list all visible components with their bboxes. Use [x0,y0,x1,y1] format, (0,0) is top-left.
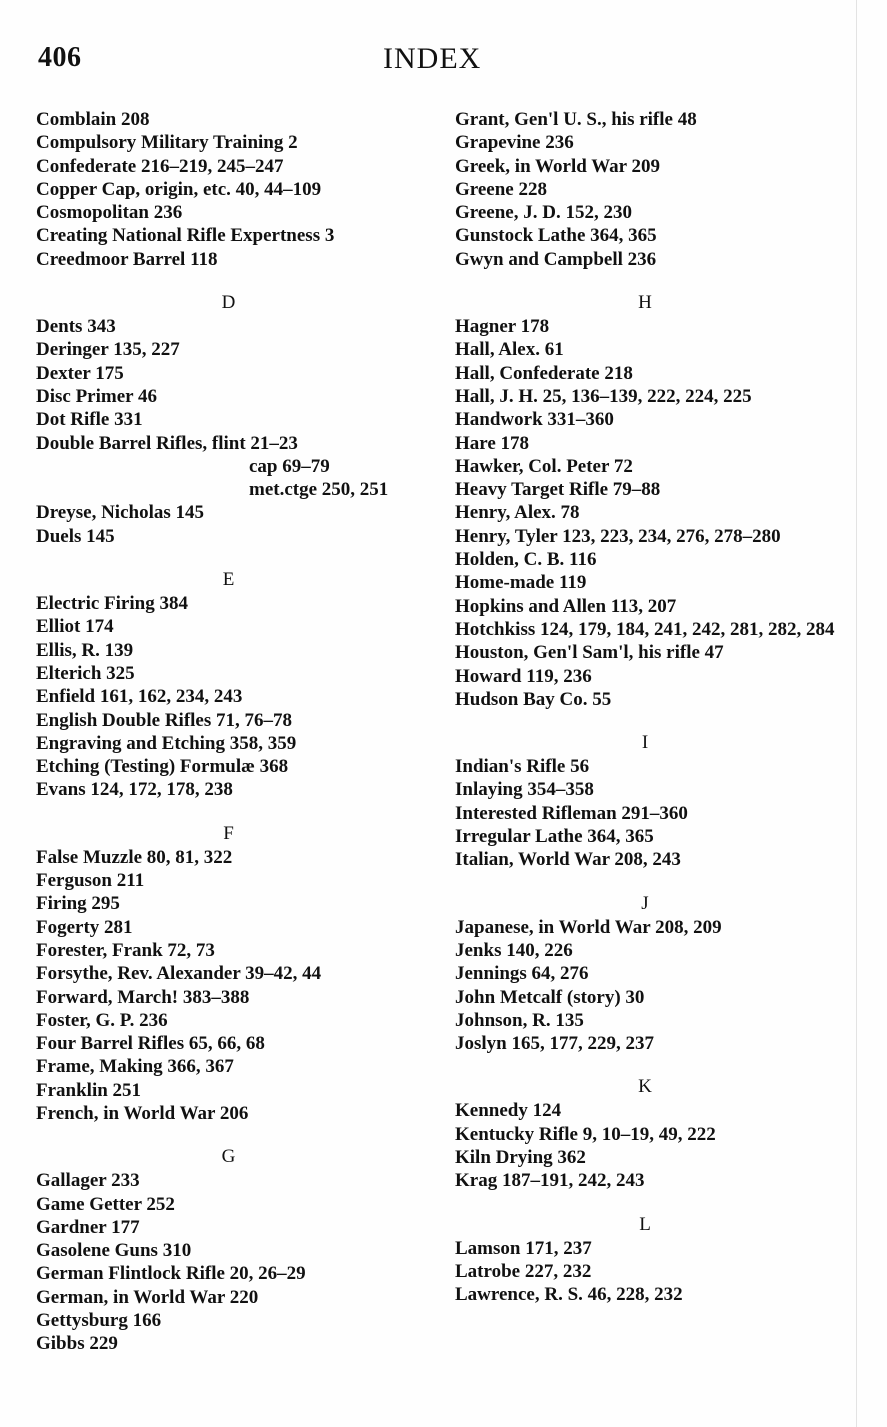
index-entry: Frame, Making 366, 367 [36,1056,234,1078]
index-section-f [36,822,436,1126]
index-entry: Confederate 216–219, 245–247 [36,155,284,177]
index-entry: Howard 119, 236 [455,665,592,687]
index-entry: Hudson Bay Co. 55 [455,688,612,710]
section-letter: L [639,1213,651,1235]
index-entry: Henry, Alex. 78 [455,502,580,524]
index-section-j [455,892,850,1056]
index-entry: Hawker, Col. Peter 72 [455,455,633,477]
index-entry: Jennings 64, 276 [455,963,589,985]
index-entry: Gallager 233 [36,1170,140,1192]
index-entry: Disc Primer 46 [36,385,157,407]
index-entry: Lamson 171, 237 [455,1237,592,1259]
index-entry: Kentucky Rifle 9, 10–19, 49, 222 [455,1123,716,1145]
index-entry: Comblain 208 [36,109,150,130]
page-header [38,42,848,82]
index-entry: Henry, Tyler 123, 223, 234, 276, 278–280 [455,525,781,547]
index-section-k [455,1075,850,1192]
index-entry: Gettysburg 166 [36,1310,162,1332]
index-entry: Game Getter 252 [36,1193,175,1215]
index-entry: John Metcalf (story) 30 [455,986,645,1008]
index-entry: Gunstock Lathe 364, 365 [455,225,657,247]
index-entry: Elterich 325 [36,662,135,684]
index-entry: German, in World War 220 [36,1286,259,1308]
index-entry: Forester, Frank 72, 73 [36,939,215,961]
section-letter: I [641,732,649,754]
index-entry: Hall, Alex. 61 [455,339,564,361]
index-entry: Ferguson 211 [36,870,145,892]
index-entry: Double Barrel Rifles, flint 21–23 [36,432,298,454]
index-entry: German Flintlock Rifle 20, 26–29 [36,1263,306,1285]
section-letter: H [638,292,652,314]
index-entry: Hopkins and Allen 113, 207 [455,595,677,617]
index-column-right [455,108,850,1306]
index-entry: Lawrence, R. S. 46, 228, 232 [455,1284,683,1306]
index-entry: Japanese, in World War 208, 209 [455,916,722,938]
index-entry: Italian, World War 208, 243 [455,849,681,871]
index-entry: Engraving and Etching 358, 359 [36,732,297,754]
section-letter: F [223,822,234,844]
index-entry: Indian's Rifle 56 [455,756,590,778]
index-entry: Evans 124, 172, 178, 238 [36,779,233,801]
page-number: 406 [38,42,82,73]
index-entry: Elliot 174 [36,616,114,638]
index-entry: Foster, G. P. 236 [36,1009,168,1031]
index-entry: Grant, Gen'l U. S., his rifle 48 [455,109,697,130]
index-entry: Forward, March! 383–388 [36,986,250,1008]
index-entry: Greek, in World War 209 [455,155,660,177]
index-section-g [36,1145,436,1355]
index-entry: English Double Rifles 71, 76–78 [36,709,293,731]
index-entry: Dexter 175 [36,362,124,384]
index-entry: Jenks 140, 226 [455,939,573,961]
index-entry: Dreyse, Nicholas 145 [36,502,204,524]
index-entry: Gwyn and Campbell 236 [455,248,657,270]
section-letter: E [222,569,235,591]
page-title: INDEX [383,42,482,75]
index-entry: Latrobe 227, 232 [455,1260,592,1282]
index-entry: Hall, Confederate 218 [455,362,633,384]
index-entry: Hagner 178 [455,316,550,338]
index-entry: Franklin 251 [36,1079,142,1101]
index-entry: Copper Cap, origin, etc. 40, 44–109 [36,178,322,200]
index-entry: Four Barrel Rifles 65, 66, 68 [36,1033,265,1055]
index-subentry: cap 69–79 [249,455,330,477]
index-entry: Greene, J. D. 152, 230 [455,202,632,224]
index-section-e [36,568,436,802]
index-entry: Cosmopolitan 236 [36,202,183,224]
index-section-h [455,291,850,711]
index-entry: Houston, Gen'l Sam'l, his rifle 47 [455,642,724,664]
index-entry: Fogerty 281 [36,916,133,938]
index-entry: Firing 295 [36,893,120,915]
index-entry: Inlaying 354–358 [455,779,594,801]
index-entry: Duels 145 [36,525,115,547]
index-entry: Hall, J. H. 25, 136–139, 222, 224, 225 [455,385,752,407]
index-entry: Creating National Rifle Expertness 3 [36,225,335,247]
index-entry: False Muzzle 80, 81, 322 [36,846,233,868]
section-letter: G [221,1146,236,1168]
index-entry: Enfield 161, 162, 234, 243 [36,686,243,708]
index-entry: Creedmoor Barrel 118 [36,248,218,270]
index-entry: Home-made 119 [455,572,587,594]
index-entry: Heavy Target Rifle 79–88 [455,479,661,501]
index-entry: Greene 228 [455,178,547,200]
index-column-left [36,108,436,1356]
index-entry: Gibbs 229 [36,1333,118,1355]
index-entry: Hotchkiss 124, 179, 184, 241, 242, 281, 282, 284 [455,618,835,640]
index-entry: Handwork 331–360 [455,409,614,431]
index-section-l [455,1213,850,1307]
page-edge-line [856,0,857,1427]
index-entry: Johnson, R. 135 [455,1009,584,1031]
index-entry: Interested Rifleman 291–360 [455,802,688,824]
index-entry: Joslyn 165, 177, 229, 237 [455,1033,654,1055]
index-entry: Krag 187–191, 242, 243 [455,1170,645,1192]
index-entry: Hare 178 [455,432,530,454]
index-entry: Forsythe, Rev. Alexander 39–42, 44 [36,963,322,985]
index-entry: Dents 343 [36,316,116,338]
index-section-d [36,291,436,548]
index-section-g-cont [455,108,850,271]
section-letter: K [638,1076,652,1098]
index-entry: Kiln Drying 362 [455,1146,586,1168]
section-letter: J [641,892,649,914]
index-entry: Ellis, R. 139 [36,639,134,661]
index-entry: Deringer 135, 227 [36,339,180,361]
index-entry: Dot Rifle 331 [36,409,143,431]
index-section-i [455,731,850,871]
index-entry: Kennedy 124 [455,1100,562,1122]
index-entry: Electric Firing 384 [36,593,188,615]
index-entry: Gasolene Guns 310 [36,1240,192,1262]
index-entry: Gardner 177 [36,1216,140,1238]
index-entry: Holden, C. B. 116 [455,549,597,571]
index-subentry: met.ctge 250, 251 [249,479,389,501]
index-entry: Compulsory Military Training 2 [36,132,298,154]
index-section-c-cont [36,108,436,271]
section-letter: D [221,292,236,314]
index-entry: Grapevine 236 [455,132,574,154]
index-entry: Irregular Lathe 364, 365 [455,826,654,848]
index-entry: French, in World War 206 [36,1102,249,1124]
index-entry: Etching (Testing) Formulæ 368 [36,756,289,778]
